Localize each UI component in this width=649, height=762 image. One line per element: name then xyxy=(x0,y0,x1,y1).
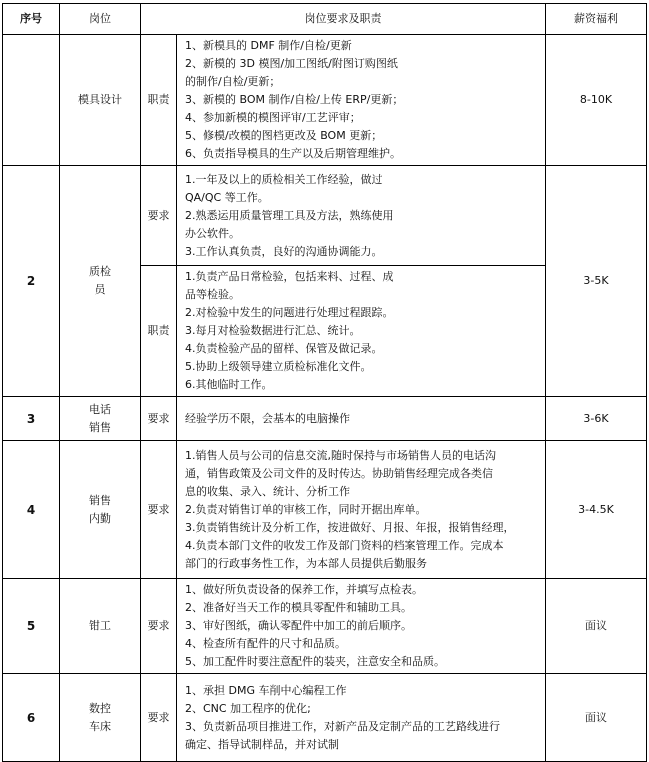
section-description xyxy=(177,266,546,397)
description-line: 办公软件。 xyxy=(185,226,240,240)
description-line: 2、CNC 加工程序的优化; xyxy=(185,701,311,715)
row-position xyxy=(60,441,141,579)
description-line: 3、负责新品项目推进工作，对新产品及定制产品的工艺路线进行 xyxy=(185,719,500,733)
job-table-sheet xyxy=(2,3,646,762)
description-line: 1.负责产品日常检验，包括来料、过程、成 xyxy=(185,270,394,283)
description-line: 1、新模具的 DMF 制作/自检/更新 xyxy=(185,39,352,52)
position-label-line: 质检 xyxy=(89,265,111,278)
description-line: 2、新模的 3D 模图/加工图纸/附图订购图纸 xyxy=(185,57,398,70)
job-table xyxy=(2,3,647,762)
description-line: 经验学历不限，会基本的电脑操作 xyxy=(185,411,350,425)
section-type: 职责 xyxy=(141,35,177,166)
section-type: 要求 xyxy=(141,166,177,266)
position-label-line: 销售 xyxy=(89,420,111,434)
section-type: 要求 xyxy=(141,579,177,674)
position-label-line: 钳工 xyxy=(89,619,111,632)
description-line: 3.负责销售统计及分析工作，按进做好、月报、年报，报销售经理， xyxy=(185,520,515,534)
row-seq: 6 xyxy=(3,674,60,762)
description-line: 4.负责检验产品的留样、保管及做记录。 xyxy=(185,342,383,355)
description-line: 1.销售人员与公司的信息交流,随时保持与市场销售人员的电话沟 xyxy=(185,448,496,462)
description-line: 4.负责本部门文件的收发工作及部门资料的档案管理工作。完成本 xyxy=(185,538,504,552)
description-line: 4、检查所有配件的尺寸和品质。 xyxy=(185,637,346,650)
row-seq: 3 xyxy=(3,397,60,441)
section-type: 要求 xyxy=(141,441,177,579)
description-line: 确定、指导试制样品，并对试制 xyxy=(185,737,339,751)
section-description xyxy=(177,397,546,441)
header-salary: 薪资福利 xyxy=(546,4,647,35)
row-salary: 3-4.5K xyxy=(546,441,647,579)
description-line: 6.其他临时工作。 xyxy=(185,378,273,391)
header-requirements: 岗位要求及职责 xyxy=(141,4,546,35)
table-row xyxy=(3,441,647,579)
table-header-row xyxy=(3,4,647,35)
section-type: 要求 xyxy=(141,674,177,762)
row-salary: 面议 xyxy=(546,674,647,762)
description-line: 3.每月对检验数据进行汇总、统计。 xyxy=(185,324,361,337)
position-label-line: 销售 xyxy=(89,493,111,507)
row-position xyxy=(60,397,141,441)
section-description xyxy=(177,35,546,166)
description-line: 息的收集、录入、统计、分析工作 xyxy=(185,484,350,498)
description-line: 的制作/自检/更新； xyxy=(185,75,281,88)
table-row xyxy=(3,397,647,441)
description-line: 6、负责指导模具的生产以及后期管理维护。 xyxy=(185,147,401,160)
section-type: 职责 xyxy=(141,266,177,397)
section-description xyxy=(177,674,546,762)
position-label-line: 内勤 xyxy=(89,511,111,525)
position-label-line: 员 xyxy=(94,283,106,296)
header-position: 岗位 xyxy=(60,4,141,35)
description-line: 通，销售政策及公司文件的及时传达。协助销售经理完成各类信 xyxy=(185,466,493,480)
description-line: 3.工作认真负责，良好的沟通协调能力。 xyxy=(185,244,383,258)
table-body xyxy=(3,35,647,762)
row-salary: 3-5K xyxy=(546,166,647,397)
position-label-line: 模具设计 xyxy=(78,93,122,106)
header-seq: 序号 xyxy=(3,4,60,35)
section-description xyxy=(177,441,546,579)
description-line: 5、修模/改模的图档更改及 BOM 更新； xyxy=(185,129,383,142)
description-line: 2.负责对销售订单的审核工作，同时开据出库单。 xyxy=(185,502,427,516)
row-seq: 2 xyxy=(3,166,60,397)
description-line: 5、加工配件时要注意配件的装夹，注意安全和品质。 xyxy=(185,655,445,668)
row-salary: 8-10K xyxy=(546,35,647,166)
description-line: 2.对检验中发生的问题进行处理过程跟踪。 xyxy=(185,306,394,319)
description-line: 3、新模的 BOM 制作/自检/上传 ERP/更新； xyxy=(185,93,404,106)
position-label-line: 电话 xyxy=(89,402,111,416)
description-line: 2.熟悉运用质量管理工具及方法，熟练使用 xyxy=(185,208,394,222)
row-seq: 5 xyxy=(3,579,60,674)
position-label-line: 数控 xyxy=(89,701,111,715)
description-line: 4、参加新模的模图评审/工艺评审； xyxy=(185,111,361,124)
description-line: 5.协助上级领导建立质检标准化文件。 xyxy=(185,360,372,373)
row-position xyxy=(60,674,141,762)
row-seq: 4 xyxy=(3,441,60,579)
table-row xyxy=(3,674,647,762)
row-position xyxy=(60,166,141,397)
row-salary: 3-6K xyxy=(546,397,647,441)
position-label-line: 车床 xyxy=(89,719,111,733)
description-line: 1、做好所负责设备的保养工作，并填写点检表。 xyxy=(185,583,423,596)
row-salary: 面议 xyxy=(546,579,647,674)
row-position xyxy=(60,35,141,166)
table-row xyxy=(3,166,647,266)
description-line: 1、承担 DMG 车削中心编程工作 xyxy=(185,683,347,697)
table-row xyxy=(3,35,647,166)
description-line: 部门的行政事务性工作，为本部人员提供后勤服务 xyxy=(185,556,427,570)
section-description xyxy=(177,579,546,674)
description-line: QA/QC 等工作。 xyxy=(185,190,269,204)
description-line: 3、审好图纸，确认零配件中加工的前后顺序。 xyxy=(185,619,412,632)
section-type: 要求 xyxy=(141,397,177,441)
section-description xyxy=(177,166,546,266)
description-line: 1.一年及以上的质检相关工作经验，做过 xyxy=(185,172,383,186)
description-line: 2、准备好当天工作的模具零配件和辅助工具。 xyxy=(185,601,412,614)
description-line: 品等检验。 xyxy=(185,288,240,301)
row-position xyxy=(60,579,141,674)
table-row xyxy=(3,579,647,674)
row-seq xyxy=(3,35,60,166)
